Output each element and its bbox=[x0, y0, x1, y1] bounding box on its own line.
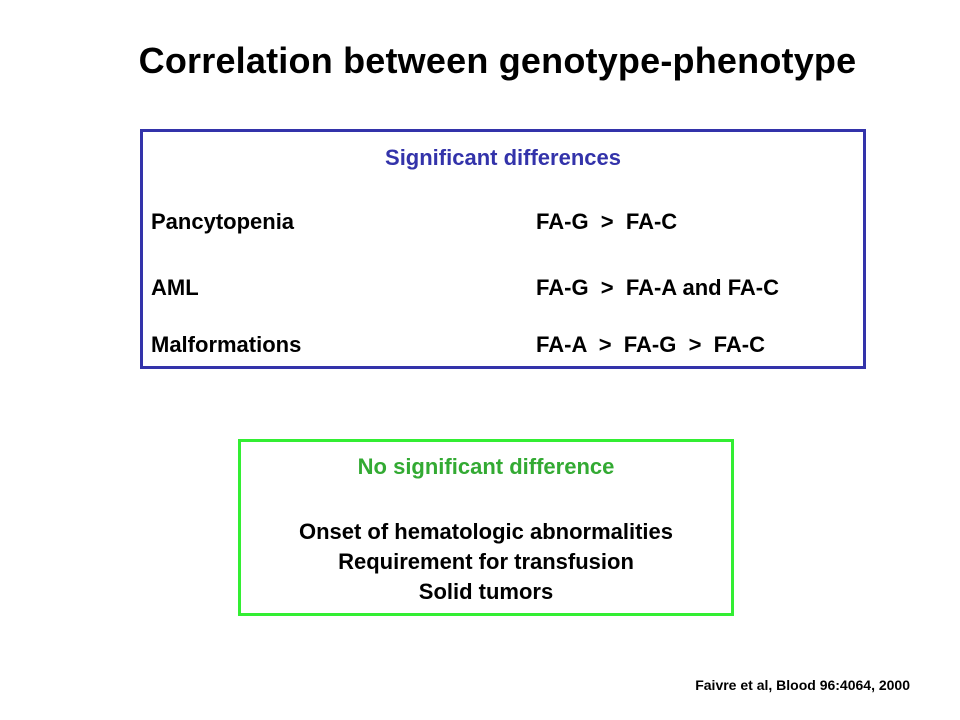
no-significant-difference-list bbox=[241, 517, 731, 607]
slide-title: Correlation between genotype-phenotype bbox=[138, 40, 857, 81]
list-item: Requirement for transfusion bbox=[338, 549, 634, 574]
no-significant-difference-heading: No significant difference bbox=[357, 454, 615, 479]
significant-differences-heading: Significant differences bbox=[385, 145, 621, 170]
list-item: Onset of hematologic abnormalities bbox=[298, 519, 674, 544]
significant-row-pancytopenia bbox=[143, 209, 863, 237]
significant-row-malformations bbox=[143, 332, 863, 360]
genotype-comparison: FA-A > FA-G > FA-C bbox=[536, 332, 765, 357]
significant-differences-box bbox=[140, 129, 866, 369]
genotype-comparison: FA-G > FA-A and FA-C bbox=[536, 275, 780, 300]
trait-label: AML bbox=[151, 275, 199, 300]
citation: Faivre et al, Blood 96:4064, 2000 bbox=[695, 677, 910, 693]
list-item: Solid tumors bbox=[418, 579, 554, 604]
significant-row-aml bbox=[143, 275, 863, 303]
trait-label: Malformations bbox=[151, 332, 302, 357]
no-significant-difference-box bbox=[238, 439, 734, 616]
genotype-comparison: FA-G > FA-C bbox=[536, 209, 678, 234]
trait-label: Pancytopenia bbox=[151, 209, 295, 234]
